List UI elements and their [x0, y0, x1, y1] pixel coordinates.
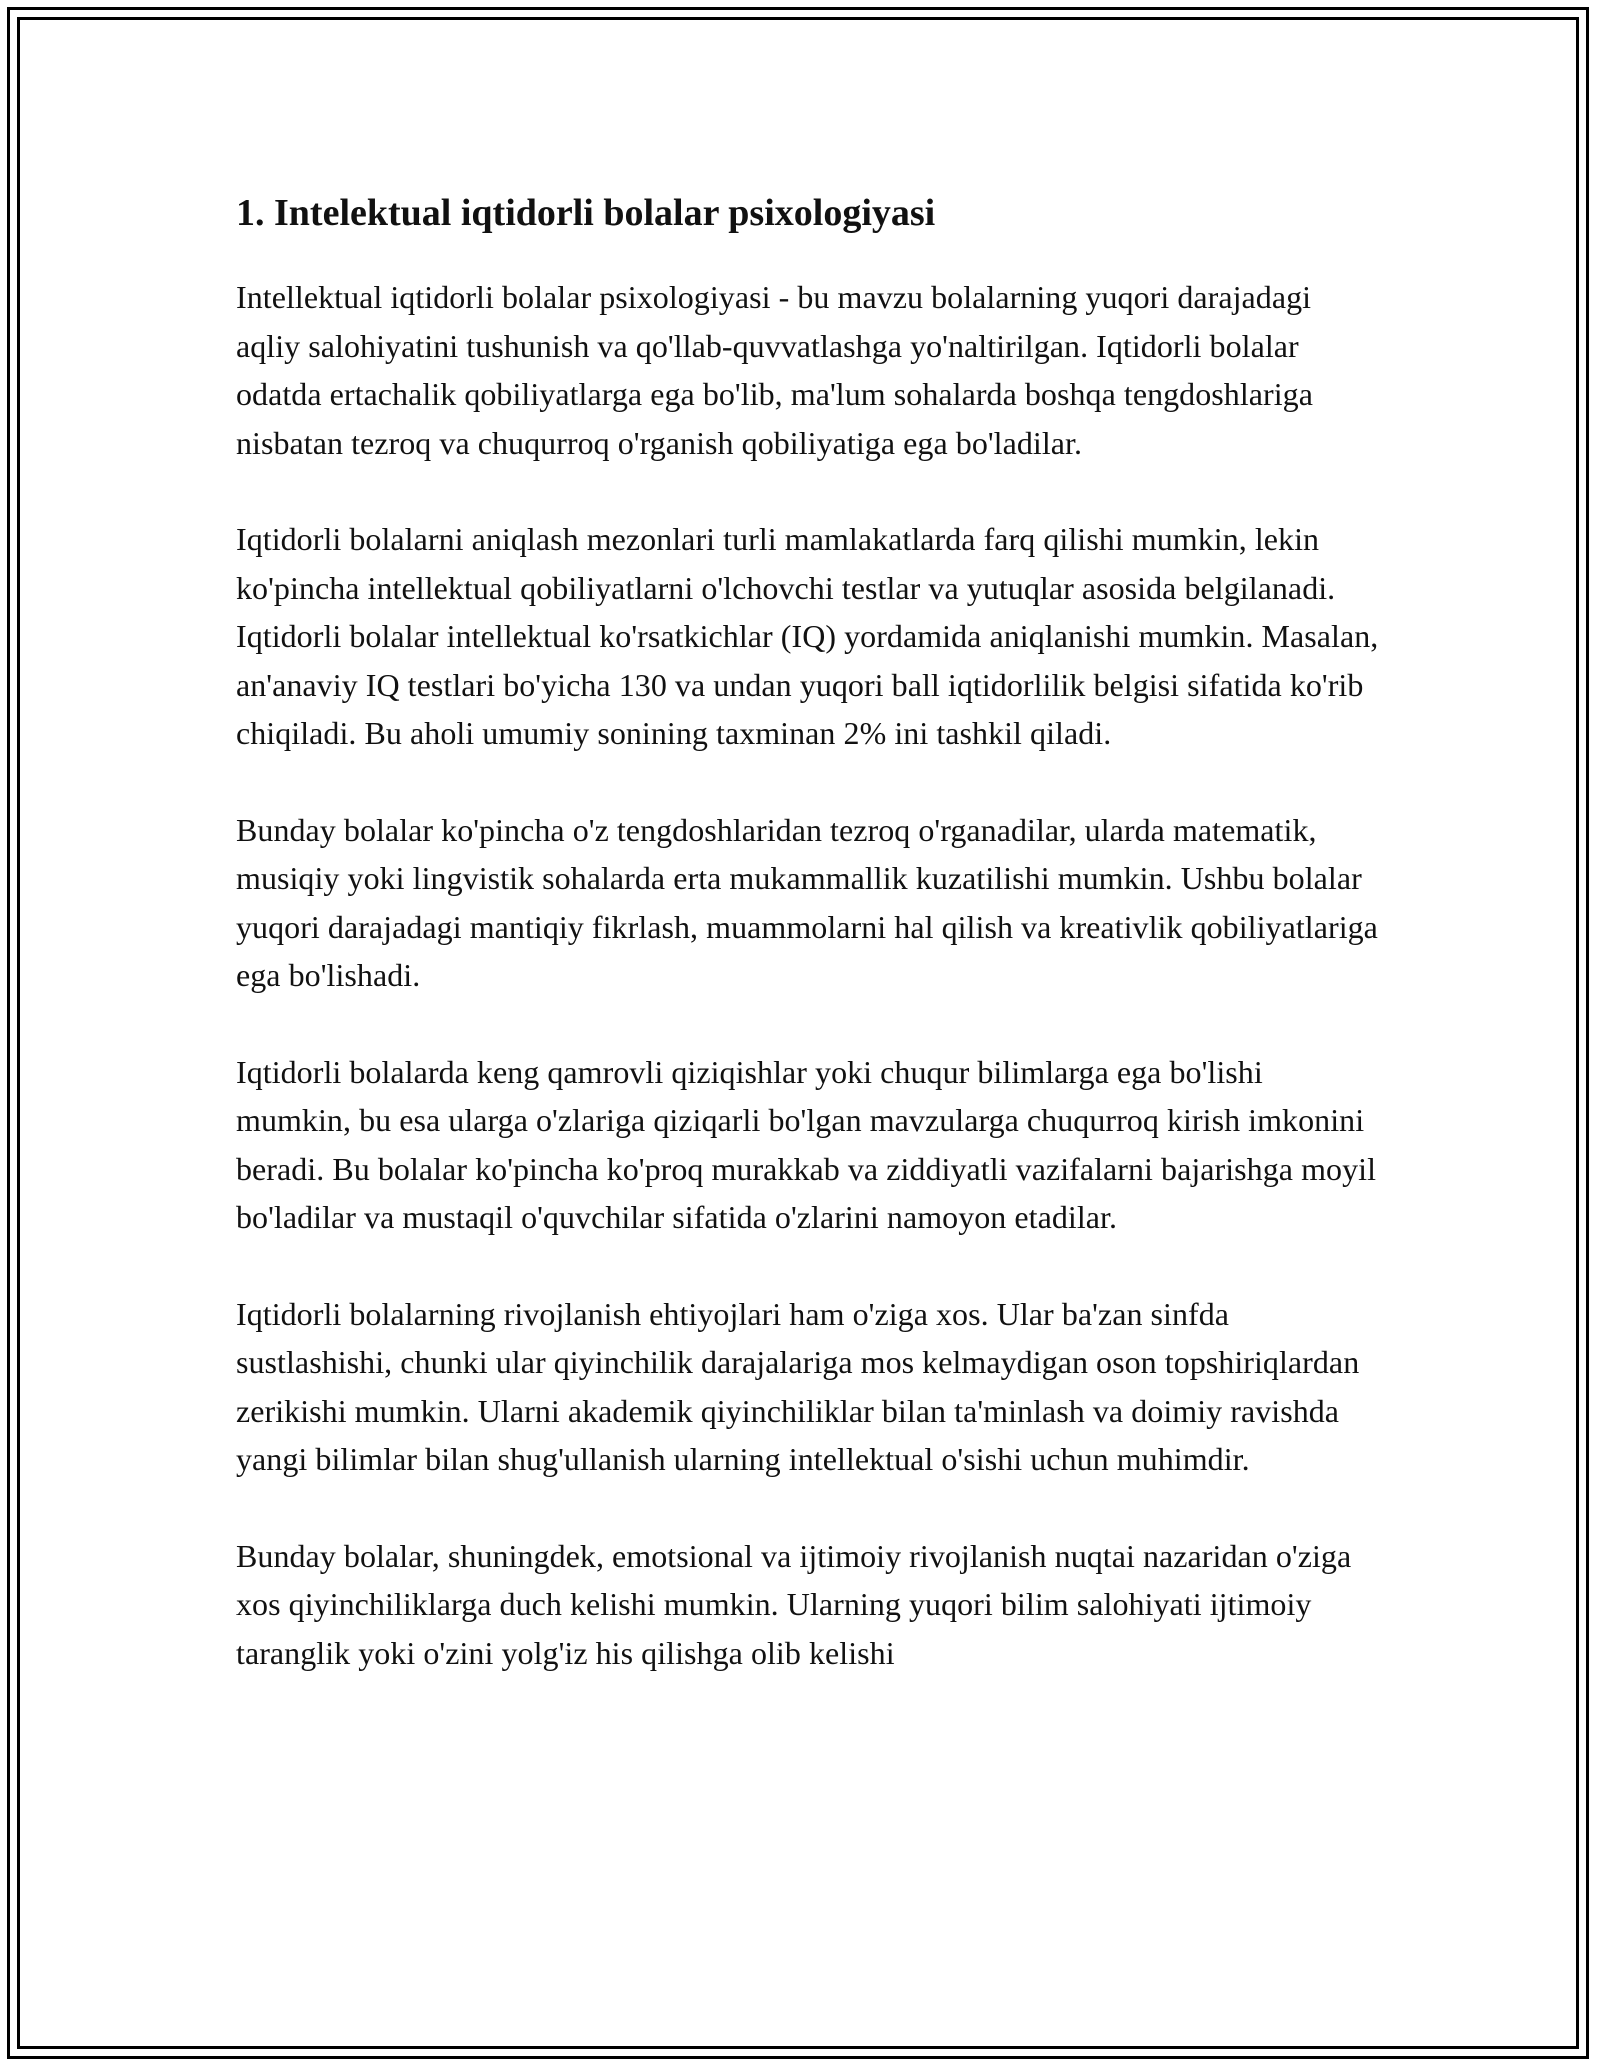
section-heading: 1. Intelektual iqtidorli bolalar psixologiyasi [236, 192, 936, 234]
paragraph-1: Intellektual iqtidorli bolalar psixologiyasi - bu mavzu bolalarning yuqori darajadagi aqliy salohiyatini tushunish va qo'llab-quvvatlashga yo'naltirilgan. Iqtidorli bolalar odatda ertachalik qobiliyatlarga ega bo'lib, ma'lum sohalarda boshqa tengdoshlariga nisbatan tezroq va chuqurroq o'rganish qobiliyatiga ega bo'ladilar. [236, 279, 1313, 461]
paragraph-5: Iqtidorli bolalarning rivojlanish ehtiyojlari ham o'ziga xos. Ular ba'zan sinfda sustlashishi, chunki ular qiyinchilik darajalariga mos kelmaydigan oson topshiriqlardan zerikishi mumkin. Ularni akademik qiyinchiliklar bilan ta'minlash va doimiy ravishda yangi bilimlar bilan shug'ullanish ularning intellektual o'sishi uchun muhimdir. [236, 1295, 1360, 1477]
paragraph-6: Bunday bolalar, shuningdek, emotsional va ijtimoiy rivojlanish nuqtai nazaridan o'ziga xos qiyinchiliklarga duch kelishi mumkin. Ularning yuqori bilim salohiyati ijtimoiy taranglik yoki o'zini yolg'iz his qilishga olib kelishi [236, 1537, 1352, 1671]
document-body [236, 185, 1381, 1725]
paragraph-4: Iqtidorli bolalarda keng qamrovli qiziqishlar yoki chuqur bilimlarga ega bo'lishi mumkin, bu esa ularga o'zlariga qiziqarli bo'lgan mavzularga chuqurroq kirish imkonini beradi. Bu bolalar ko'pincha ko'proq murakkab va ziddiyatli vazifalarni bajarishga moyil bo'ladilar va mustaqil o'quvchilar sifatida o'zlarini namoyon etadilar. [236, 1053, 1377, 1235]
paragraph-3: Bunday bolalar ko'pincha o'z tengdoshlaridan tezroq o'rganadilar, ularda matematik, musiqiy yoki lingvistik sohalarda erta mukammallik kuzatilishi mumkin. Ushbu bolalar yuqori darajadagi mantiqiy fikrlash, muammolarni hal qilish va kreativlik qobiliyatlariga ega bo'lishadi. [236, 811, 1378, 993]
paragraph-2: Iqtidorli bolalarni aniqlash mezonlari turli mamlakatlarda farq qilishi mumkin, lekin ko'pincha intellektual qobiliyatlarni o'lchovchi testlar va yutuqlar asosida belgilanadi. Iqtidorli bolalar intellektual ko'rsatkichlar (IQ) yordamida aniqlanishi mumkin. Masalan, an'anaviy IQ testlari bo'yicha 130 va undan yuqori ball iqtidorlilik belgisi sifatida ko'rib chiqiladi. Bu aholi umumiy sonining taxminan 2% ini tashkil qiladi. [236, 521, 1379, 751]
